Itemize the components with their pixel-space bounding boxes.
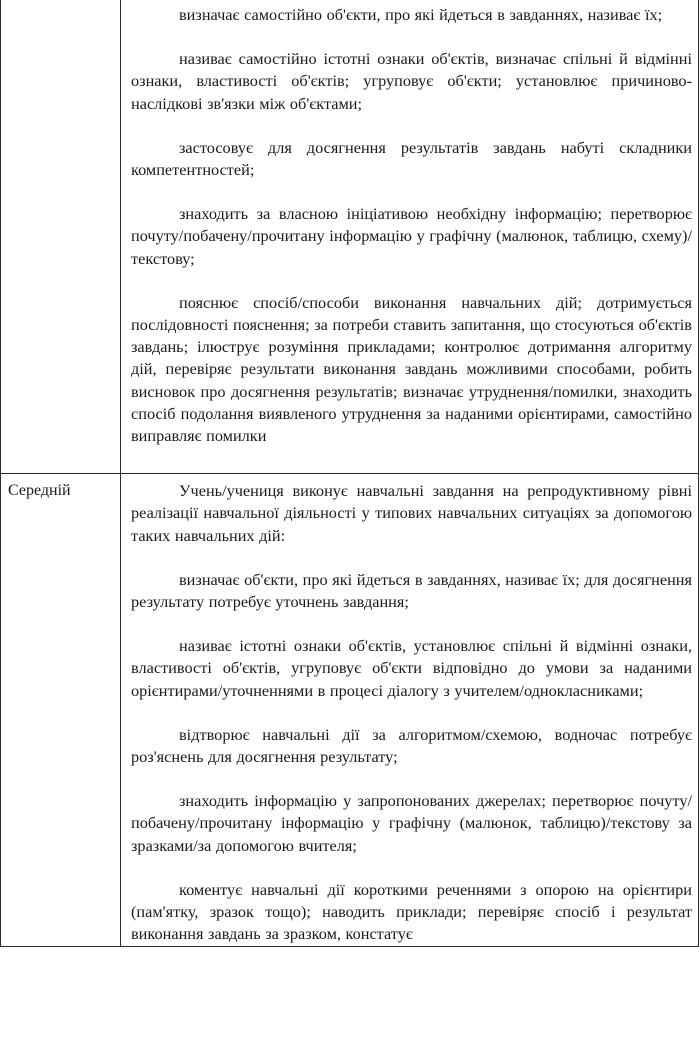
criterion-paragraph: знаходить інформацію у запропонованих джерелах; перетворює почуту/побачену/прочитану інформацію у графічну (малюнок, таблицю)/текстову за зразками/за допомогою вчителя; bbox=[131, 791, 692, 855]
criterion-paragraph: називає самостійно істотні ознаки об'єктів, визначає спільні й відмінні ознаки, властивості об'єктів; угруповує об'єкти; установлює причиново-наслідкові зв'язки між об'єктами; bbox=[131, 49, 692, 113]
criterion-paragraph: коментує навчальні дії короткими реченнями з опорою на орієнтири (пам'ятку, зразок тощо); наводить приклади; перевіряє спосіб і результат виконання завдань за зразком, констатує bbox=[131, 879, 692, 944]
criterion-paragraph: застосовує для досягнення результатів завдань набуті складники компетентностей; bbox=[131, 137, 692, 180]
criterion-paragraph: Учень/учениця виконує навчальні завдання на репродуктивному рівні реалізації навчальної діяльності у типових навчальних ситуаціях за допомогою таких навчальних дій: bbox=[131, 481, 692, 545]
table-row bbox=[1, 0, 699, 474]
criterion-paragraph: визначає самостійно об'єкти, про які йдеться в завданнях, називає їх; bbox=[179, 5, 663, 24]
description-cell bbox=[121, 0, 699, 474]
table-row bbox=[1, 474, 699, 946]
level-cell bbox=[1, 0, 121, 474]
criterion-paragraph: пояснює спосіб/способи виконання навчальних дій; дотримується послідовності пояснення; за потреби ставить запитання, що стосуються об'єктів завдань; ілюструє розуміння прикладами; контролює дотримання алгоритму дій, перевіряє результати виконання завдань можливими способами, робить висновок про досягнення результатів; визначає утруднення/помилки, знаходить спосіб подолання виявленого утруднення за наданими орієнтирами, самостійно виправляє помилки bbox=[131, 292, 692, 446]
criterion-paragraph: визначає об'єкти, про які йдеться в завданнях, називає їх; для досягнення результату потребує уточнень завдання; bbox=[131, 569, 692, 612]
criterion-paragraph: називає істотні ознаки об'єктів, установлює спільні й відмінні ознаки, властивості об'єктів, угруповує об'єкти відповідно до умови за наданими орієнтирами/уточненнями в процесі діалогу з учителем/однокласниками; bbox=[131, 636, 692, 700]
criterion-paragraph: знаходить за власною ініціативою необхідну інформацію; перетворює почуту/побачену/прочитану інформацію у графічну (малюнок, таблицю, схему)/текстову; bbox=[131, 204, 692, 268]
description-cell bbox=[121, 474, 699, 946]
criterion-paragraph: відтворює навчальні дії за алгоритмом/схемою, водночас потребує роз'яснень для досягнення результату; bbox=[131, 724, 692, 767]
level-cell: Середній bbox=[1, 474, 121, 946]
